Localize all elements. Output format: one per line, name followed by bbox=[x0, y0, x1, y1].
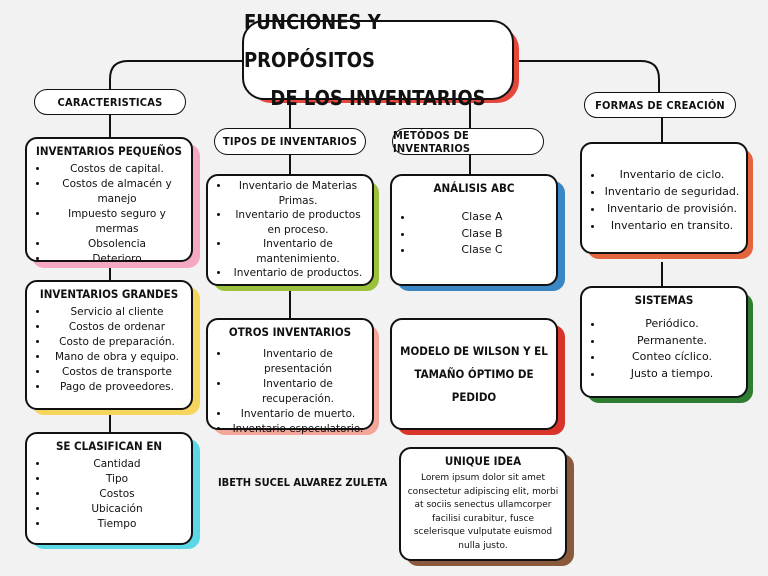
list-item: • Inventario de mantenimiento. bbox=[230, 237, 366, 266]
list-item: • Inventario de muerto. bbox=[230, 407, 366, 422]
se-clasifican-list bbox=[27, 457, 191, 532]
pill-formas-creacion: FORMAS DE CREACIÓN bbox=[584, 92, 736, 118]
list-item: • Obsolencia bbox=[49, 237, 185, 252]
title-line-2: DE LOS INVENTARIOS bbox=[270, 86, 486, 110]
list-item: • Ubicación bbox=[49, 502, 185, 517]
list-item: • Justo a tiempo. bbox=[604, 366, 740, 383]
inventarios-pequenos-box bbox=[25, 137, 193, 265]
inventarios-grandes-heading: INVENTARIOS GRANDES bbox=[39, 287, 179, 301]
otros-inventarios-list bbox=[208, 347, 372, 437]
list-item: • Costos bbox=[49, 487, 185, 502]
unique-idea-box bbox=[399, 447, 567, 561]
title-line-1: FUNCIONES Y PROPÓSITOS bbox=[244, 10, 381, 72]
pill-metodos-inventarios: METÓDOS DE INVENTARIOS bbox=[392, 128, 544, 155]
unique-idea-text: Lorem ipsum dolor sit amet consectetur adipiscing elit, morbi at sociis senectus ullamcorper facilisi curabitur, fusce scelerisque vulputate euismod nulla justo. bbox=[407, 473, 559, 551]
list-item: • Inventario de seguridad. bbox=[604, 183, 740, 200]
list-item: • Costos de capital. bbox=[49, 162, 185, 177]
author-name: IBETH SUCEL ALVAREZ ZULETA bbox=[218, 476, 388, 489]
otros-inventarios-box bbox=[206, 318, 374, 435]
list-item: • Tiempo bbox=[49, 517, 185, 532]
inventarios-pequenos-heading: INVENTARIOS PEQUEÑOS bbox=[36, 144, 182, 158]
sistemas-box bbox=[580, 286, 748, 398]
list-item: • Inventario de productos en proceso. bbox=[230, 208, 366, 237]
list-item: • Costos de ordenar bbox=[49, 320, 185, 335]
list-item: • Clase A bbox=[414, 209, 550, 226]
connector-title-caracteristicas bbox=[110, 61, 245, 90]
list-item: • Deterioro bbox=[49, 252, 185, 267]
modelo-wilson-line-2: TAMAÑO ÓPTIMO DE PEDIDO bbox=[414, 366, 534, 404]
list-item: • Mano de obra y equipo. bbox=[49, 350, 185, 365]
list-item: • Inventario especulatorio. bbox=[230, 422, 366, 437]
unique-idea-heading: UNIQUE IDEA bbox=[444, 454, 522, 468]
list-item: • Inventario de Materias Primas. bbox=[230, 179, 366, 208]
list-item: • Servicio al cliente bbox=[49, 305, 185, 320]
list-item: • Costos de almacén y manejo bbox=[49, 177, 185, 207]
list-item: • Costos de transporte bbox=[49, 365, 185, 380]
se-clasifican-heading: SE CLASIFICAN EN bbox=[55, 439, 163, 453]
list-item: • Inventario de ciclo. bbox=[604, 166, 740, 183]
main-title bbox=[242, 10, 514, 110]
tipos-inventarios-box bbox=[206, 174, 374, 286]
formas-creacion-list bbox=[582, 166, 746, 234]
list-item: • Pago de proveedores. bbox=[49, 380, 185, 395]
connector-title-formas bbox=[515, 61, 659, 92]
analisis-abc-list bbox=[392, 209, 556, 259]
otros-inventarios-heading: OTROS INVENTARIOS bbox=[228, 325, 352, 339]
list-item: • Impuesto seguro y mermas bbox=[49, 207, 185, 237]
pill-caracteristicas: CARACTERISTICAS bbox=[34, 89, 186, 115]
list-item: • Inventario de recuperación. bbox=[230, 377, 366, 407]
list-item: • Periódico. bbox=[604, 316, 740, 333]
list-item: • Costo de preparación. bbox=[49, 335, 185, 350]
inventarios-grandes-box bbox=[25, 280, 193, 410]
inventarios-grandes-list bbox=[27, 305, 191, 395]
formas-creacion-box bbox=[580, 142, 748, 254]
analisis-abc-box bbox=[390, 174, 558, 286]
list-item: • Inventario de presentación bbox=[230, 347, 366, 377]
list-item: • Clase C bbox=[414, 242, 550, 259]
sistemas-heading: SISTEMAS bbox=[634, 293, 694, 307]
list-item: • Tipo bbox=[49, 472, 185, 487]
list-item: • Conteo cíclico. bbox=[604, 349, 740, 366]
sistemas-list bbox=[582, 316, 746, 382]
list-item: • Cantidad bbox=[49, 457, 185, 472]
list-item: • Clase B bbox=[414, 226, 550, 243]
inventarios-pequenos-list bbox=[27, 162, 191, 267]
modelo-wilson-line-1: MODELO DE WILSON Y EL bbox=[400, 343, 548, 358]
list-item: • Inventario en transito. bbox=[604, 217, 740, 234]
list-item: • Permanente. bbox=[604, 333, 740, 350]
list-item: • Inventario de productos. bbox=[230, 266, 366, 281]
analisis-abc-heading: ANÁLISIS ABC bbox=[433, 181, 515, 195]
pill-tipos-inventarios: TIPOS DE INVENTARIOS bbox=[214, 128, 366, 155]
modelo-wilson-box bbox=[390, 318, 558, 430]
tipos-inventarios-list bbox=[208, 179, 372, 281]
se-clasifican-box bbox=[25, 432, 193, 545]
list-item: • Inventario de provisión. bbox=[604, 200, 740, 217]
